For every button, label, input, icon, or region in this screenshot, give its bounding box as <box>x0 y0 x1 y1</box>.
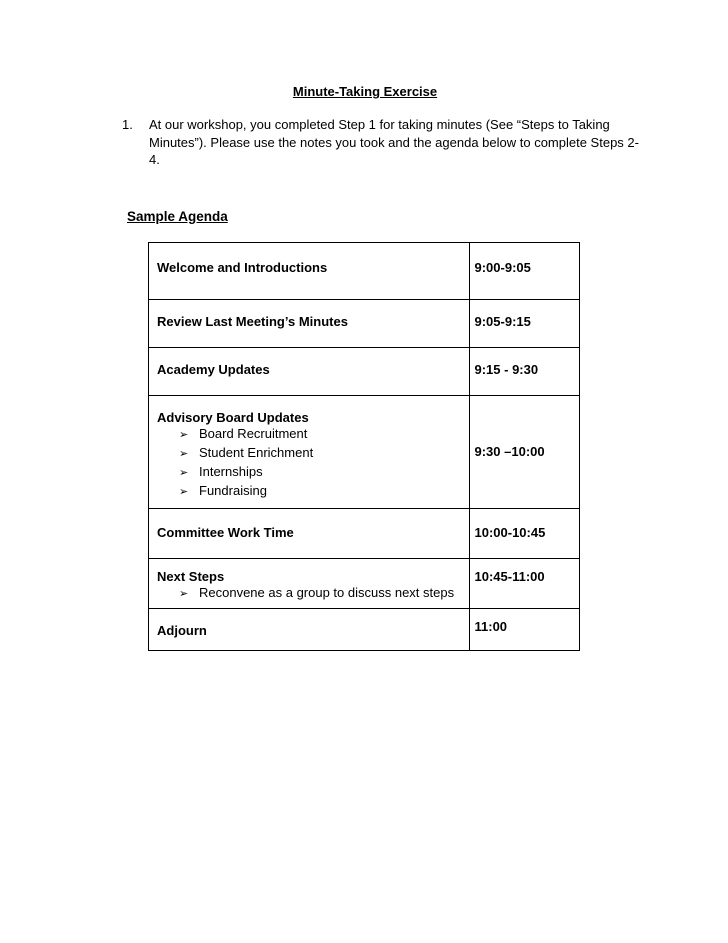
table-row <box>149 609 580 651</box>
agenda-subitem-list <box>157 425 469 501</box>
document-title: Minute-Taking Exercise <box>292 84 438 99</box>
arrow-bullet-icon: ➢ <box>179 429 189 441</box>
arrow-bullet-icon: ➢ <box>179 486 189 498</box>
section-heading: Sample Agenda <box>127 209 228 224</box>
agenda-time-cell <box>469 348 580 396</box>
arrow-bullet-icon: ➢ <box>179 467 189 479</box>
agenda-item-title: Adjourn <box>157 623 207 638</box>
instruction-list-item <box>122 116 642 169</box>
table-row <box>149 559 580 609</box>
agenda-item-cell <box>149 559 470 609</box>
agenda-subitem-text: Reconvene as a group to discuss next steps <box>199 585 455 600</box>
agenda-item-title: Next Steps <box>157 569 225 584</box>
agenda-subitem-text: Fundraising <box>199 483 267 498</box>
instruction-text: At our workshop, you completed Step 1 for taking minutes (See “Steps to Taking Minutes”). Please use the notes you took and the agenda below to complete Steps 2-4. <box>149 117 639 167</box>
agenda-subitem-text: Student Enrichment <box>199 445 314 460</box>
table-row <box>149 509 580 559</box>
agenda-time-cell <box>469 509 580 559</box>
agenda-time-cell <box>469 243 580 300</box>
table-row <box>149 348 580 396</box>
agenda-time: 9:00-9:05 <box>474 260 531 275</box>
list-item <box>179 444 469 463</box>
agenda-item-title: Committee Work Time <box>157 525 294 540</box>
agenda-subitem-list <box>157 584 469 603</box>
table-row <box>149 243 580 300</box>
agenda-subitem-text: Internships <box>199 464 263 479</box>
list-item <box>179 425 469 444</box>
agenda-item-title: Academy Updates <box>157 362 270 377</box>
agenda-time: 10:45-11:00 <box>474 569 545 584</box>
agenda-time: 9:30 –10:00 <box>474 444 545 459</box>
table-row <box>149 300 580 348</box>
agenda-item-title: Review Last Meeting’s Minutes <box>157 314 348 329</box>
arrow-bullet-icon: ➢ <box>179 588 189 600</box>
arrow-bullet-icon: ➢ <box>179 448 189 460</box>
instruction-number: 1. <box>122 117 133 132</box>
agenda-time: 11:00 <box>474 619 508 634</box>
agenda-time: 10:00-10:45 <box>474 525 546 540</box>
agenda-item-title: Advisory Board Updates <box>157 410 309 425</box>
list-item <box>179 584 469 603</box>
agenda-item-cell <box>149 300 470 348</box>
list-item <box>179 463 469 482</box>
agenda-time-cell <box>469 300 580 348</box>
agenda-time-cell <box>469 559 580 609</box>
list-item <box>179 482 469 501</box>
agenda-item-cell <box>149 396 470 509</box>
agenda-table <box>148 242 580 651</box>
agenda-item-cell <box>149 348 470 396</box>
table-row <box>149 396 580 509</box>
agenda-time: 9:15 - 9:30 <box>474 362 539 377</box>
agenda-subitem-text: Board Recruitment <box>199 426 308 441</box>
agenda-time-cell <box>469 609 580 651</box>
agenda-item-title: Welcome and Introductions <box>157 260 328 275</box>
agenda-time-cell <box>469 396 580 509</box>
agenda-item-cell <box>149 609 470 651</box>
agenda-item-cell <box>149 243 470 300</box>
agenda-time: 9:05-9:15 <box>474 314 531 329</box>
agenda-item-cell <box>149 509 470 559</box>
